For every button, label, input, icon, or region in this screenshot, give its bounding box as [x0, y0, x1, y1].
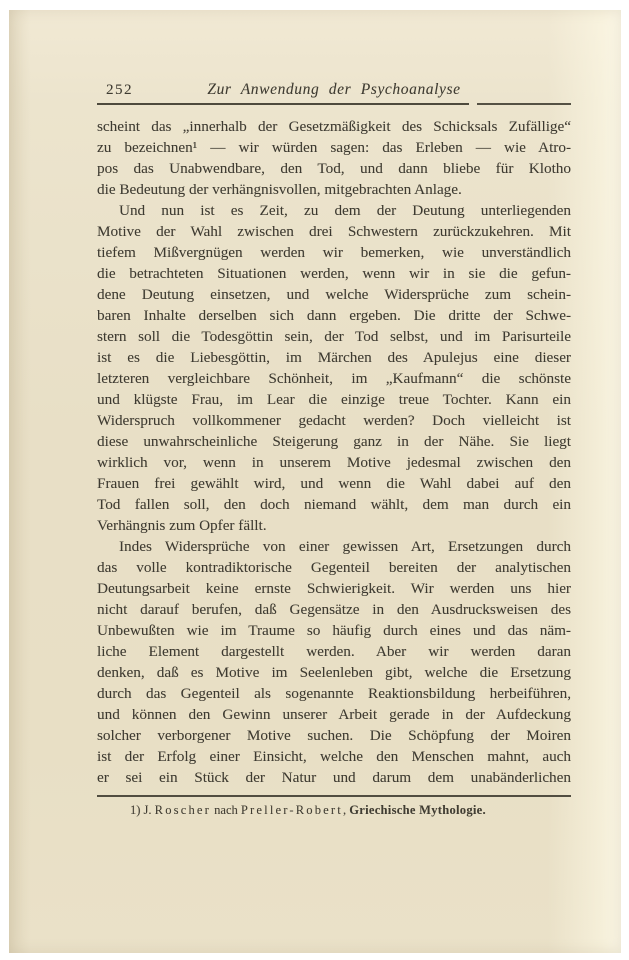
text-line: wirklich vor, wenn in unserem Motive jedesmal zwischen den [97, 454, 571, 471]
text-line: durch das Gegenteil als sogenannte Reaktionsbildung herbeiführen, [97, 685, 571, 702]
text-line: nicht darauf berufen, daß Gegensätze in den Ausdrucksweisen des [97, 601, 571, 618]
footnote-segment: Preller-Robert [240, 802, 343, 817]
text-line: die betrachteten Situationen werden, wenn wir in sie die gefun- [97, 265, 571, 282]
text-line: denken, daß es Motive im Seelenleben gibt, welche die Ersetzung [97, 664, 571, 681]
text-line: letzteren vergleichbare Schönheit, im „Kaufmann“ die schönste [97, 370, 571, 387]
footnote-segment: nach [211, 802, 241, 817]
text-line: die Bedeutung der verhängnisvollen, mitgebrachten Anlage. [97, 181, 462, 198]
text-line: ist es die Liebesgöttin, im Märchen des Apulejus eine dieser [97, 349, 571, 366]
text-line: Verhängnis zum Opfer fällt. [97, 517, 267, 534]
text-line: Widerspruch vollkommener gedacht werden? Doch vielleicht ist [97, 412, 571, 429]
footnote-segment: , [342, 802, 350, 817]
footnote-segment: Roscher [154, 802, 212, 817]
text-line: Tod fallen soll, den doch niemand wählt, dem man durch ein [97, 496, 571, 513]
text-line: dene Deutung einsetzen, und welche Widersprüche zum schein- [97, 286, 571, 303]
text-line: zu bezeichnen¹ — wir würden sagen: das Erleben — wie Atro- [97, 139, 571, 156]
text-line: Indes Widersprüche von einer gewissen Art, Ersetzungen durch [119, 538, 571, 555]
running-title: Zur Anwendung der Psychoanalyse [207, 81, 461, 98]
text-line: pos das Unabwendbare, den Tod, und dann bliebe für Klotho [97, 160, 571, 177]
book-page [9, 10, 621, 953]
text-line: Unbewußten wie im Traume so häufig durch eines und das näm- [97, 622, 571, 639]
text-line: Und nun ist es Zeit, zu dem der Deutung unterliegenden [119, 202, 571, 219]
text-line: liche Element dargestellt werden. Aber wir werden daran [97, 643, 571, 660]
text-line: stern soll die Todesgöttin sein, der Tod selbst, und im Parisurteile [97, 328, 571, 345]
text-line: Frauen frei gewählt wird, und wenn die Wahl dabei auf den [97, 475, 571, 492]
page-number: 252 [106, 82, 133, 98]
footnote-segment: 1) J. [130, 802, 155, 817]
footnote-rule [97, 795, 571, 797]
text-line: das volle kontradiktorische Gegenteil bereiten der analytischen [97, 559, 571, 576]
text-line: ist der Erfolg einer Einsicht, welche den Menschen mahnt, auch [97, 748, 571, 765]
body-text [97, 116, 571, 788]
text-line: solcher verborgener Motive suchen. Die Schöpfung der Moiren [97, 727, 571, 744]
text-line: baren Inhalte derselben sich dann ergeben. Die dritte der Schwe- [97, 307, 571, 324]
text-line: Deutungsarbeit keine ernste Schwierigkeit. Wir werden uns hier [97, 580, 571, 597]
text-line: tiefem Mißvergnügen werden wir bemerken, wie unverständlich [97, 244, 571, 261]
text-line: und klügste Frau, im Lear die einzige treue Tochter. Kann ein [97, 391, 571, 408]
text-line: scheint das „innerhalb der Gesetzmäßigkeit des Schicksals Zufällige“ [97, 118, 571, 135]
running-header [97, 80, 571, 100]
footnote-segment: Griechische Mythologie. [349, 802, 486, 817]
header-rule [97, 103, 571, 105]
text-line: Motive der Wahl zwischen drei Schwestern zurückzukehren. Mit [97, 223, 571, 240]
text-line: er sei ein Stück der Natur und darum dem unabänderlichen [97, 769, 571, 786]
text-line: und können den Gewinn unserer Arbeit gerade in der Aufdeckung [97, 706, 571, 723]
footnote [97, 802, 571, 818]
text-line: diese unwahrscheinliche Steigerung ganz in der Nähe. Sie liegt [97, 433, 571, 450]
text-block [97, 80, 571, 818]
